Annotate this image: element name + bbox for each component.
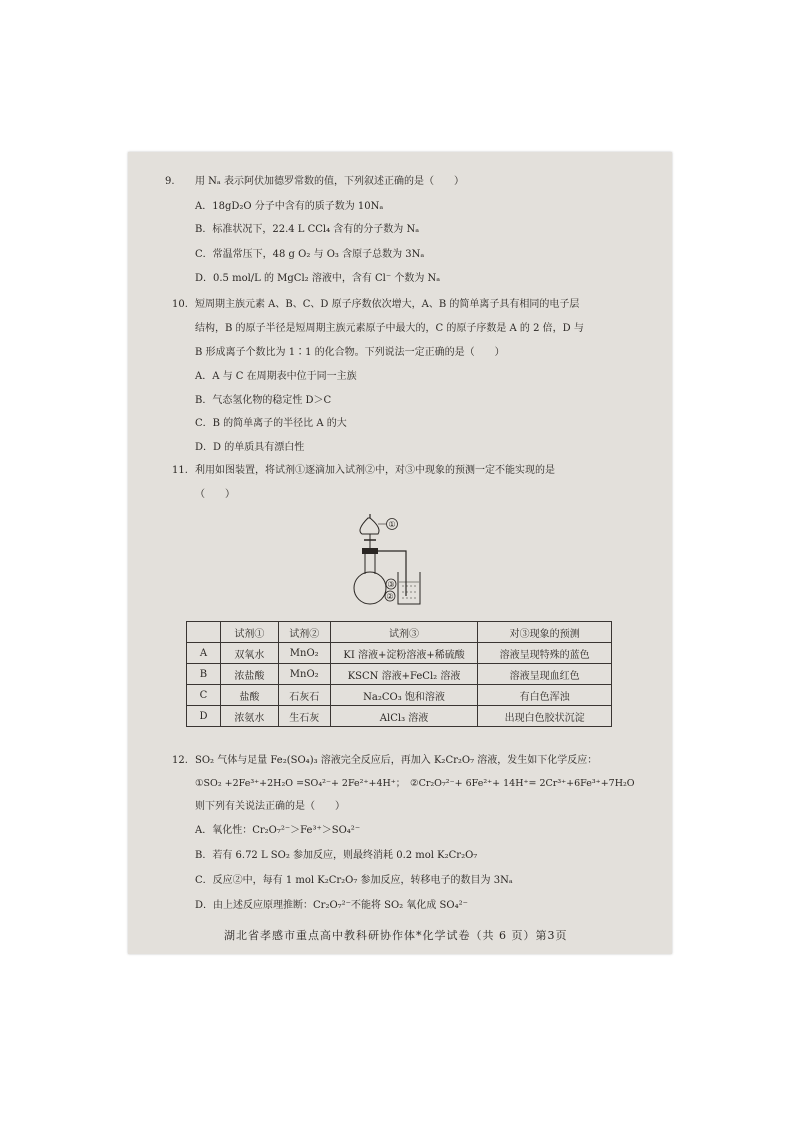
q12-option-b: B．若有 6.72 L SO₂ 参加反应，则最终消耗 0.2 mol K₂Cr₂O₇ [195, 850, 478, 861]
q10-stem-line-2: 结构，B 的原子半径是短周期主族元素原子中最大的，C 的原子序数是 A 的 2 倍，D 与 [195, 323, 584, 334]
q10-option-a: A．A 与 C 在周期表中位于同一主族 [195, 371, 357, 382]
table-header-cell: 对③现象的预测 [478, 622, 612, 643]
q12-option-a: A．氧化性：Cr₂O₇²⁻＞Fe³⁺＞SO₄²⁻ [195, 825, 361, 836]
apparatus-figure [350, 512, 450, 612]
q10-option-d: D．D 的单质具有漂白性 [195, 442, 305, 453]
reagent-table [186, 621, 612, 727]
q11-number: 11. [172, 465, 188, 476]
q11-stem-line-2: （ ） [195, 489, 235, 500]
table-cell: MnO₂ [278, 643, 330, 664]
table-cell: 出现白色胶状沉淀 [478, 706, 612, 727]
q11-stem-line-1: 利用如图装置，将试剂①逐滴加入试剂②中，对③中现象的预测一定不能实现的是 [195, 465, 555, 476]
table-header-row [187, 622, 612, 643]
table-cell: B [187, 664, 221, 685]
table-cell: 石灰石 [278, 685, 330, 706]
q9-option-d: D．0.5 mol/L 的 MgCl₂ 溶液中，含有 Cl⁻ 个数为 Nₐ [195, 273, 441, 284]
q10-number: 10. [172, 299, 188, 310]
table-cell: 浓盐酸 [220, 664, 278, 685]
round-bottom-flask [354, 572, 386, 604]
table-header-cell [187, 622, 221, 643]
table-cell: KSCN 溶液+FeCl₂ 溶液 [330, 664, 478, 685]
table-row [187, 643, 612, 664]
table-row [187, 706, 612, 727]
label-reagent-3: ③ [387, 580, 395, 589]
table-row [187, 685, 612, 706]
q12-option-d: D．由上述反应原理推断：Cr₂O₇²⁻不能将 SO₂ 氧化成 SO₄²⁻ [195, 900, 468, 911]
q10-stem-line-3: B 形成离子个数比为 1∶1 的化合物。下列说法一定正确的是（ ） [195, 347, 505, 358]
table-cell: D [187, 706, 221, 727]
q12-number: 12. [172, 755, 188, 766]
table-header-cell: 试剂① [220, 622, 278, 643]
q9-stem [165, 175, 464, 189]
q9-option-c: C．常温常压下，48 g O₂ 与 O₃ 含原子总数为 3Nₐ [195, 249, 425, 260]
table-cell: KI 溶液+淀粉溶液+稀硫酸 [330, 643, 478, 664]
q9-number: 9. [165, 176, 175, 187]
q10-option-b: B．气态氢化物的稳定性 D＞C [195, 395, 332, 406]
table-cell: 生石灰 [278, 706, 330, 727]
table-cell: 溶液呈现血红色 [478, 664, 612, 685]
q10-stem-line-1: 短周期主族元素 A、B、C、D 原子序数依次增大，A、B 的简单离子具有相同的电子层 [195, 299, 580, 310]
exam-page [128, 152, 672, 954]
table-cell: 有白色浑浊 [478, 685, 612, 706]
table-header-cell: 试剂② [278, 622, 330, 643]
table-cell: Na₂CO₃ 饱和溶液 [330, 685, 478, 706]
table-header-cell: 试剂③ [330, 622, 478, 643]
table-row [187, 664, 612, 685]
beaker [398, 572, 420, 604]
q12-option-c: C．反应②中，每有 1 mol K₂Cr₂O₇ 参加反应，转移电子的数目为 3Nₐ [195, 875, 513, 886]
table-cell: MnO₂ [278, 664, 330, 685]
table-cell: 浓氨水 [220, 706, 278, 727]
table-cell: C [187, 685, 221, 706]
q12-stem-line-3: 则下列有关说法正确的是（ ） [195, 801, 345, 812]
q9-option-a: A．18gD₂O 分子中含有的质子数为 10Nₐ [195, 201, 384, 212]
q9-option-b: B．标准状况下，22.4 L CCl₄ 含有的分子数为 Nₐ [195, 224, 420, 235]
table-cell: AlCl₃ 溶液 [330, 706, 478, 727]
q12-stem-line-1: SO₂ 气体与足量 Fe₂(SO₄)₃ 溶液完全反应后，再加入 K₂Cr₂O₇ 溶液，发生如下化学反应： [195, 755, 598, 766]
page-footer: 湖北省孝感市重点高中教科研协作体*化学试卷（共 6 页）第3页 [224, 929, 568, 942]
q10-option-c: C．B 的简单离子的半径比 A 的大 [195, 418, 347, 429]
table-cell: 溶液呈现特殊的蓝色 [478, 643, 612, 664]
label-reagent-1: ① [388, 520, 396, 529]
table-cell: 盐酸 [220, 685, 278, 706]
separatory-funnel [360, 518, 379, 534]
label-reagent-2: ② [386, 592, 394, 601]
q9-stem-text: 用 Nₐ 表示阿伏加德罗常数的值，下列叙述正确的是（ ） [195, 176, 464, 187]
table-cell: 双氧水 [220, 643, 278, 664]
table-cell: A [187, 643, 221, 664]
q12-stem-line-2: ①SO₂ +2Fe³⁺+2H₂O =SO₄²⁻+ 2Fe²⁺+4H⁺； ②Cr₂O₇²⁻+ 6Fe²⁺+ 14H⁺= 2Cr³⁺+6Fe³⁺+7H₂O [195, 778, 635, 789]
